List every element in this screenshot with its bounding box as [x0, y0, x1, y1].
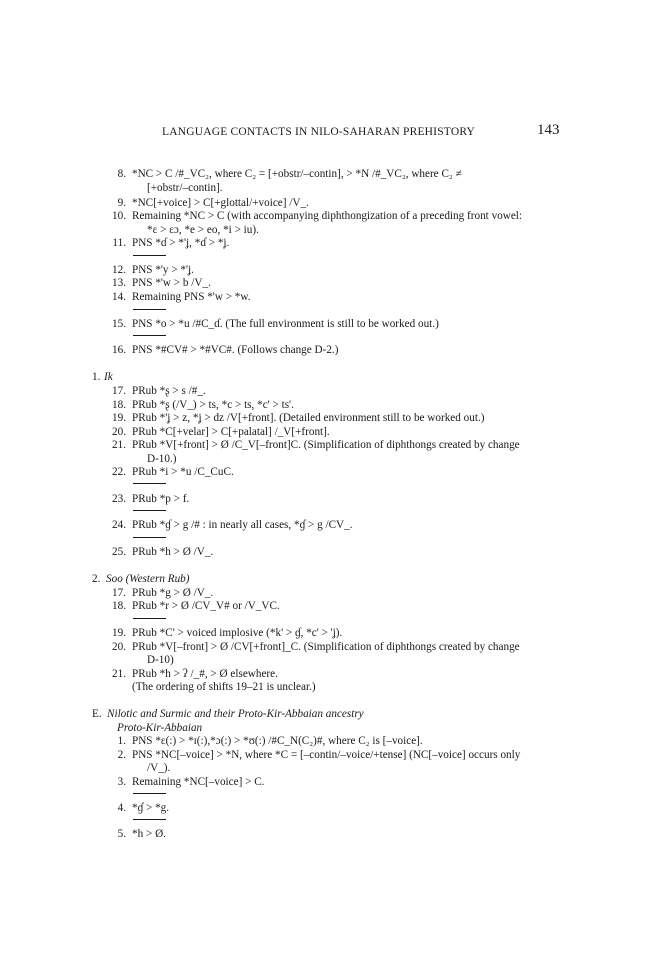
separator-rule	[133, 793, 166, 794]
separator-rule	[133, 819, 166, 820]
running-head: LANGUAGE CONTACTS IN NILO-SAHARAN PREHISTORY	[162, 126, 476, 138]
separator-rule	[133, 483, 166, 484]
separator-rule	[133, 537, 166, 538]
page-number: 143	[537, 122, 560, 138]
separator-rule	[133, 335, 166, 336]
separator-rule	[133, 618, 166, 619]
separator-rule	[133, 510, 166, 511]
separator-rule	[133, 255, 166, 256]
separator-rule	[133, 309, 166, 310]
